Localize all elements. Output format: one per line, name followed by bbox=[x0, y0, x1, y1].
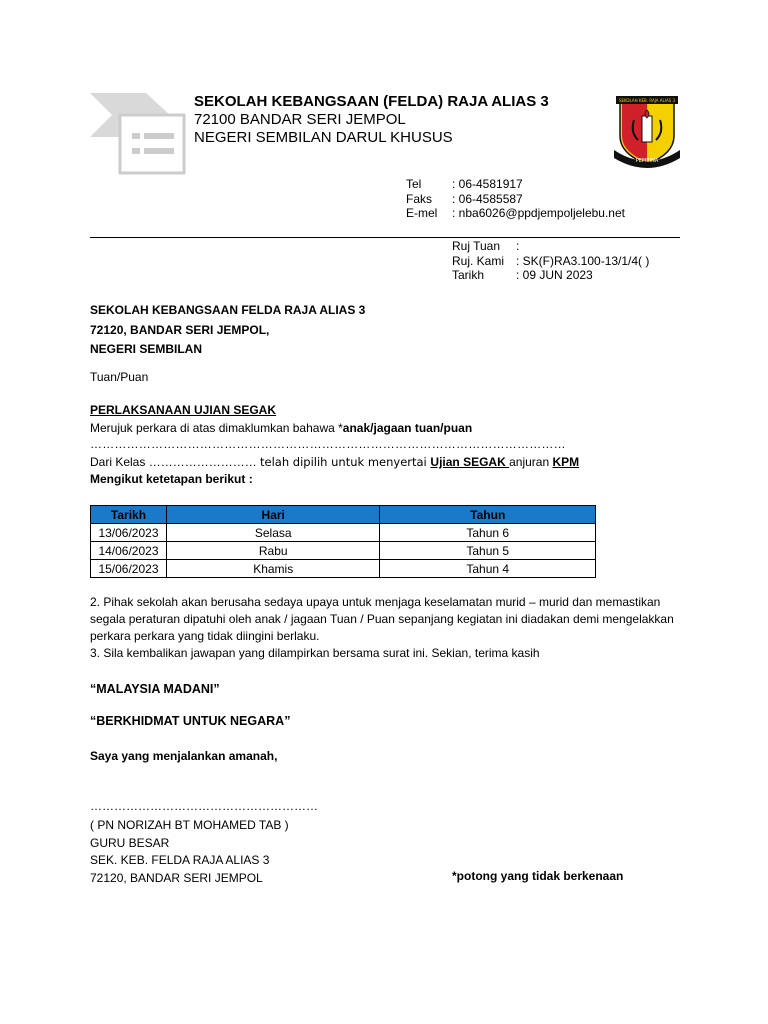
body-paragraphs bbox=[90, 594, 680, 662]
contact-email-row bbox=[406, 206, 625, 221]
slogan-berkhidmat: “BERKHIDMAT UNTUK NEGARA” bbox=[90, 714, 291, 728]
email-value: : nba6026@ppdjempoljelebu.net bbox=[452, 206, 625, 220]
schedule-table bbox=[90, 505, 596, 578]
school-address-line2: NEGERI SEMBILAN DARUL KHUSUS bbox=[194, 129, 453, 146]
table-header-row bbox=[91, 506, 596, 524]
name-fill-line: ……………………………………………………………………………………………………… bbox=[90, 437, 566, 451]
email-label: E-mel bbox=[406, 206, 438, 220]
crest-banner-text: SEKOLAH KEB. RAJA ALIAS 3 bbox=[618, 98, 676, 103]
body-intro-bold: anak/jagaan tuan/puan bbox=[342, 421, 473, 435]
tel-label: Tel bbox=[406, 177, 422, 191]
ruj-tuan-row bbox=[452, 239, 649, 254]
recipient-line3: NEGERI SEMBILAN bbox=[90, 342, 203, 356]
signer-name: ( PN NORIZAH BT MOHAMED TAB ) bbox=[90, 818, 289, 832]
cell-tahun: Tahun 6 bbox=[380, 524, 596, 542]
recipient-line1: SEKOLAH KEBANGSAAN FELDA RAJA ALIAS 3 bbox=[90, 303, 366, 317]
footnote: *potong yang tidak berkenaan bbox=[452, 869, 624, 883]
tarikh-value: : 09 JUN 2023 bbox=[516, 268, 593, 282]
crest-motto-text: PEMBINA bbox=[635, 158, 659, 164]
document-placeholder-icon bbox=[90, 93, 186, 175]
paragraph-2: 2. Pihak sekolah akan berusaha sedaya upaya untuk menjaga keselamatan murid – murid dan memastikan segala peraturan dipatuhi oleh anak / jagaan Tuan / Puan sepanjang kegiatan ini diadakan demi mengelakkan perkara perkara yang tidak diingini berlaku. bbox=[90, 595, 674, 643]
recipient-line2: 72120, BANDAR SERI JEMPOL, bbox=[90, 322, 270, 337]
recipient-address bbox=[90, 301, 365, 360]
class-line bbox=[90, 455, 579, 469]
cell-tahun: Tahun 5 bbox=[380, 542, 596, 560]
column-header-tahun: Tahun bbox=[380, 506, 596, 524]
class-by: anjuran bbox=[509, 455, 553, 469]
body-intro-text: Merujuk perkara di atas dimaklumkan bahawa * bbox=[90, 421, 343, 435]
fax-value: : 06-4585587 bbox=[452, 191, 523, 206]
table-row bbox=[91, 524, 596, 542]
signature-intro: Saya yang menjalankan amanah, bbox=[90, 749, 278, 763]
table-row bbox=[91, 542, 596, 560]
class-org: KPM bbox=[552, 455, 580, 469]
cell-hari: Khamis bbox=[166, 560, 380, 578]
contact-info bbox=[406, 177, 625, 221]
cell-hari: Selasa bbox=[166, 524, 380, 542]
cell-tarikh: 15/06/2023 bbox=[91, 560, 167, 578]
cell-tarikh: 13/06/2023 bbox=[91, 524, 167, 542]
column-header-tarikh: Tarikh bbox=[91, 506, 167, 524]
tarikh-label: Tarikh bbox=[452, 268, 485, 282]
school-crest-logo bbox=[612, 92, 682, 168]
slogan-malaysia-madani: “MALAYSIA MADANI” bbox=[90, 682, 220, 696]
tel-value: : 06-4581917 bbox=[452, 177, 523, 191]
signature-line: ………………………………………………… bbox=[90, 799, 318, 813]
tarikh-row bbox=[452, 268, 649, 283]
conditions-heading: Mengikut ketetapan berikut : bbox=[90, 472, 253, 486]
cell-tahun: Tahun 4 bbox=[380, 560, 596, 578]
signer-school: SEK. KEB. FELDA RAJA ALIAS 3 bbox=[90, 853, 270, 867]
class-prefix: Dari Kelas ……………………… bbox=[90, 455, 261, 469]
header-divider bbox=[90, 237, 680, 238]
body-intro bbox=[90, 421, 472, 435]
cell-tarikh: 14/06/2023 bbox=[91, 542, 167, 560]
contact-tel-row bbox=[406, 177, 625, 192]
school-name: SEKOLAH KEBANGSAAN (FELDA) RAJA ALIAS 3 bbox=[194, 93, 549, 110]
class-event: Ujian SEGAK bbox=[430, 455, 510, 469]
paragraph-3: 3. Sila kembalikan jawapan yang dilampirkan bersama surat ini. Sekian, terima kasih bbox=[90, 646, 540, 660]
contact-fax-row bbox=[406, 192, 625, 207]
signer-address: 72120, BANDAR SERI JEMPOL bbox=[90, 870, 263, 885]
salutation: Tuan/Puan bbox=[90, 370, 149, 384]
letter-subject: PERLAKSANAAN UJIAN SEGAK bbox=[90, 403, 277, 417]
signer-block bbox=[90, 817, 289, 887]
signer-title: GURU BESAR bbox=[90, 835, 170, 850]
ruj-kami-label: Ruj. Kami bbox=[452, 253, 505, 268]
column-header-hari: Hari bbox=[166, 506, 380, 524]
table-row bbox=[91, 560, 596, 578]
class-mid: telah dipilih untuk menyertai bbox=[260, 455, 431, 469]
ruj-kami-row bbox=[452, 254, 649, 269]
reference-block bbox=[452, 239, 649, 283]
cell-hari: Rabu bbox=[166, 542, 380, 560]
school-address-line1: 72100 BANDAR SERI JEMPOL bbox=[194, 111, 406, 128]
ruj-tuan-value: : bbox=[516, 239, 520, 253]
fax-label: Faks bbox=[406, 191, 433, 206]
ruj-tuan-label: Ruj Tuan bbox=[452, 239, 501, 253]
ruj-kami-value: : SK(F)RA3.100-13/1/4( ) bbox=[516, 253, 650, 268]
